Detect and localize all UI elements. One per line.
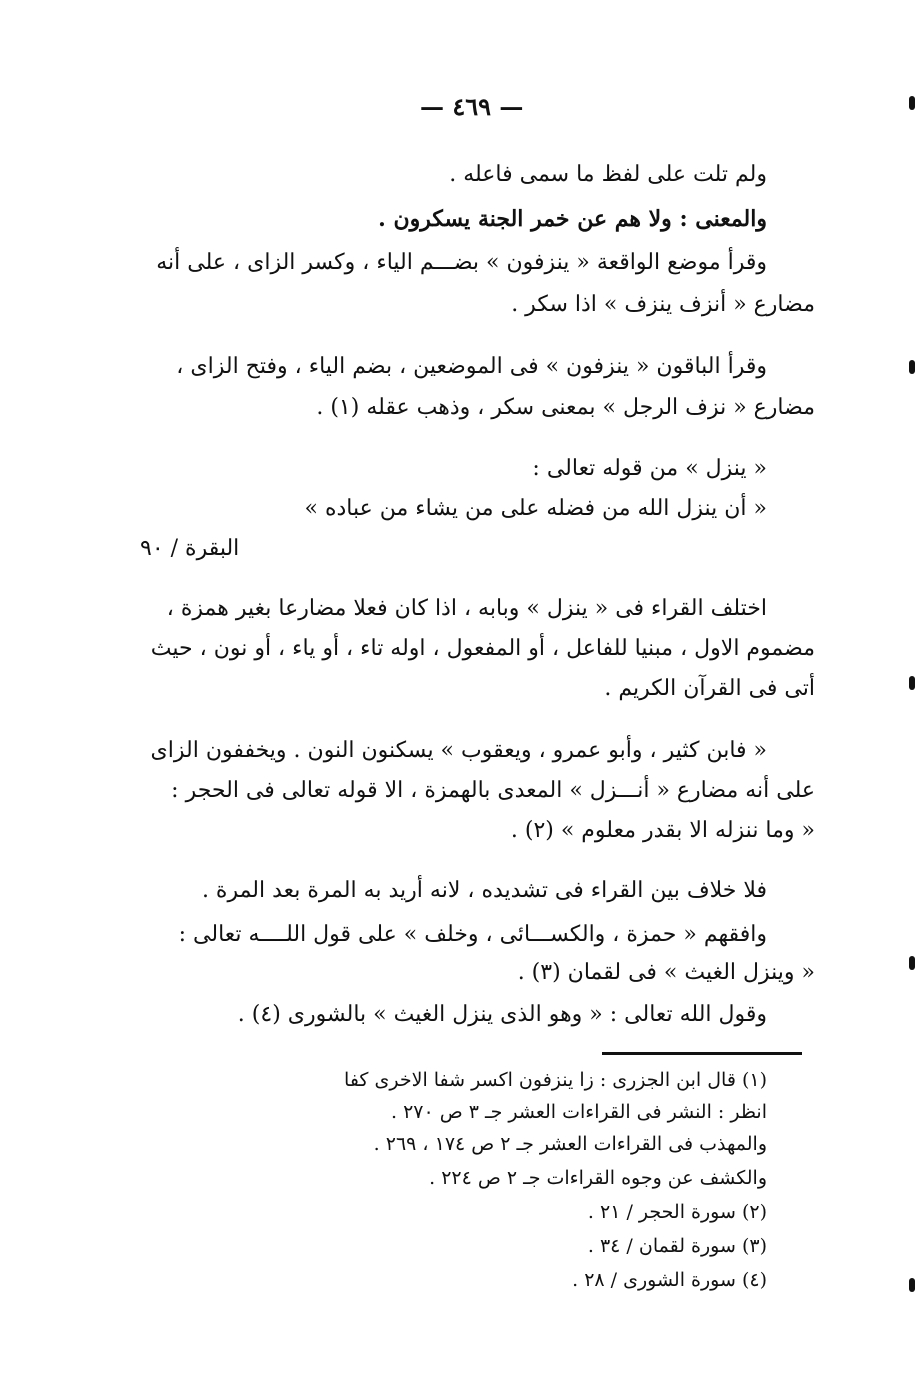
text-line: على أنه مضارع « أنـــزل » المعدى بالهمزة ، الا قوله تعالى فى الحجر : — [171, 778, 815, 803]
text-line: وقرأ موضع الواقعة « ينزفون » بضـــم الياء ، وكسر الزاى ، على أنه — [156, 250, 767, 275]
page-number: — ٤٦٩ — — [420, 92, 524, 121]
text-line: « وينزل الغيث » فى لقمان (٣) . — [517, 960, 815, 985]
footnote-line: والكشف عن وجوه القراءات جـ ٢ ص ٢٢٤ . — [429, 1167, 767, 1189]
footnote-divider — [602, 1052, 802, 1055]
footnote-line: (١) قال ابن الجزرى : زا ينزفون اكسر شفا الاخرى كفا — [344, 1069, 767, 1091]
text-line: وافقهم « حمزة ، والكســـائى ، وخلف » على قول اللــــه تعالى : — [178, 922, 767, 947]
footnote-line: (٢) سورة الحجر / ٢١ . — [587, 1201, 767, 1223]
footnote-line: (٤) سورة الشورى / ٢٨ . — [572, 1269, 767, 1291]
footnote-line: والمهذب فى القراءات العشر جـ ٢ ص ١٧٤ ، ٢٦٩ . — [373, 1133, 767, 1155]
scan-edge-mark — [909, 956, 915, 970]
text-line: « أن ينزل الله من فضله على من يشاء من عباده » — [304, 496, 767, 521]
surah-reference: البقرة / ٩٠ — [140, 536, 240, 561]
text-line: « ينزل » من قوله تعالى : — [532, 456, 767, 481]
text-line: فلا خلاف بين القراء فى تشديده ، لانه أريد به المرة بعد المرة . — [201, 878, 767, 903]
text-line: مضموم الاول ، مبنيا للفاعل ، أو المفعول ، اوله تاء ، أو ياء ، أو نون ، حيث — [150, 636, 815, 661]
text-line: والمعنى : ولا هم عن خمر الجنة يسكرون . — [378, 206, 767, 232]
footnote-line: (٣) سورة لقمان / ٣٤ . — [587, 1235, 767, 1257]
text-line: « وما ننزله الا بقدر معلوم » (٢) . — [510, 818, 815, 843]
scan-edge-mark — [909, 676, 915, 690]
footnote-line: انظر : النشر فى القراءات العشر جـ ٣ ص ٢٧٠ . — [391, 1101, 767, 1123]
text-line: اختلف القراء فى « ينزل » وبابه ، اذا كان فعلا مضارعا بغير همزة ، — [166, 596, 767, 621]
text-line: وقول الله تعالى : « وهو الذى ينزل الغيث » بالشورى (٤) . — [237, 1002, 767, 1027]
text-line: مضارع « نزف الرجل » بمعنى سكر ، وذهب عقله (١) . — [316, 395, 815, 420]
text-line: مضارع « أنزف ينزف » اذا سكر . — [511, 292, 815, 317]
scan-edge-mark — [909, 1278, 915, 1292]
text-line: ولم تلت على لفظ ما سمى فاعله . — [449, 162, 767, 187]
scan-edge-mark — [909, 96, 915, 110]
text-line: وقرأ الباقون « ينزفون » فى الموضعين ، بضم الياء ، وفتح الزاى ، — [176, 354, 767, 379]
text-line: « فابن كثير ، وأبو عمرو ، ويعقوب » يسكنون النون . ويخففون الزاى — [150, 738, 767, 763]
text-line: أتى فى القرآن الكريم . — [604, 676, 815, 701]
scan-edge-mark — [909, 360, 915, 374]
